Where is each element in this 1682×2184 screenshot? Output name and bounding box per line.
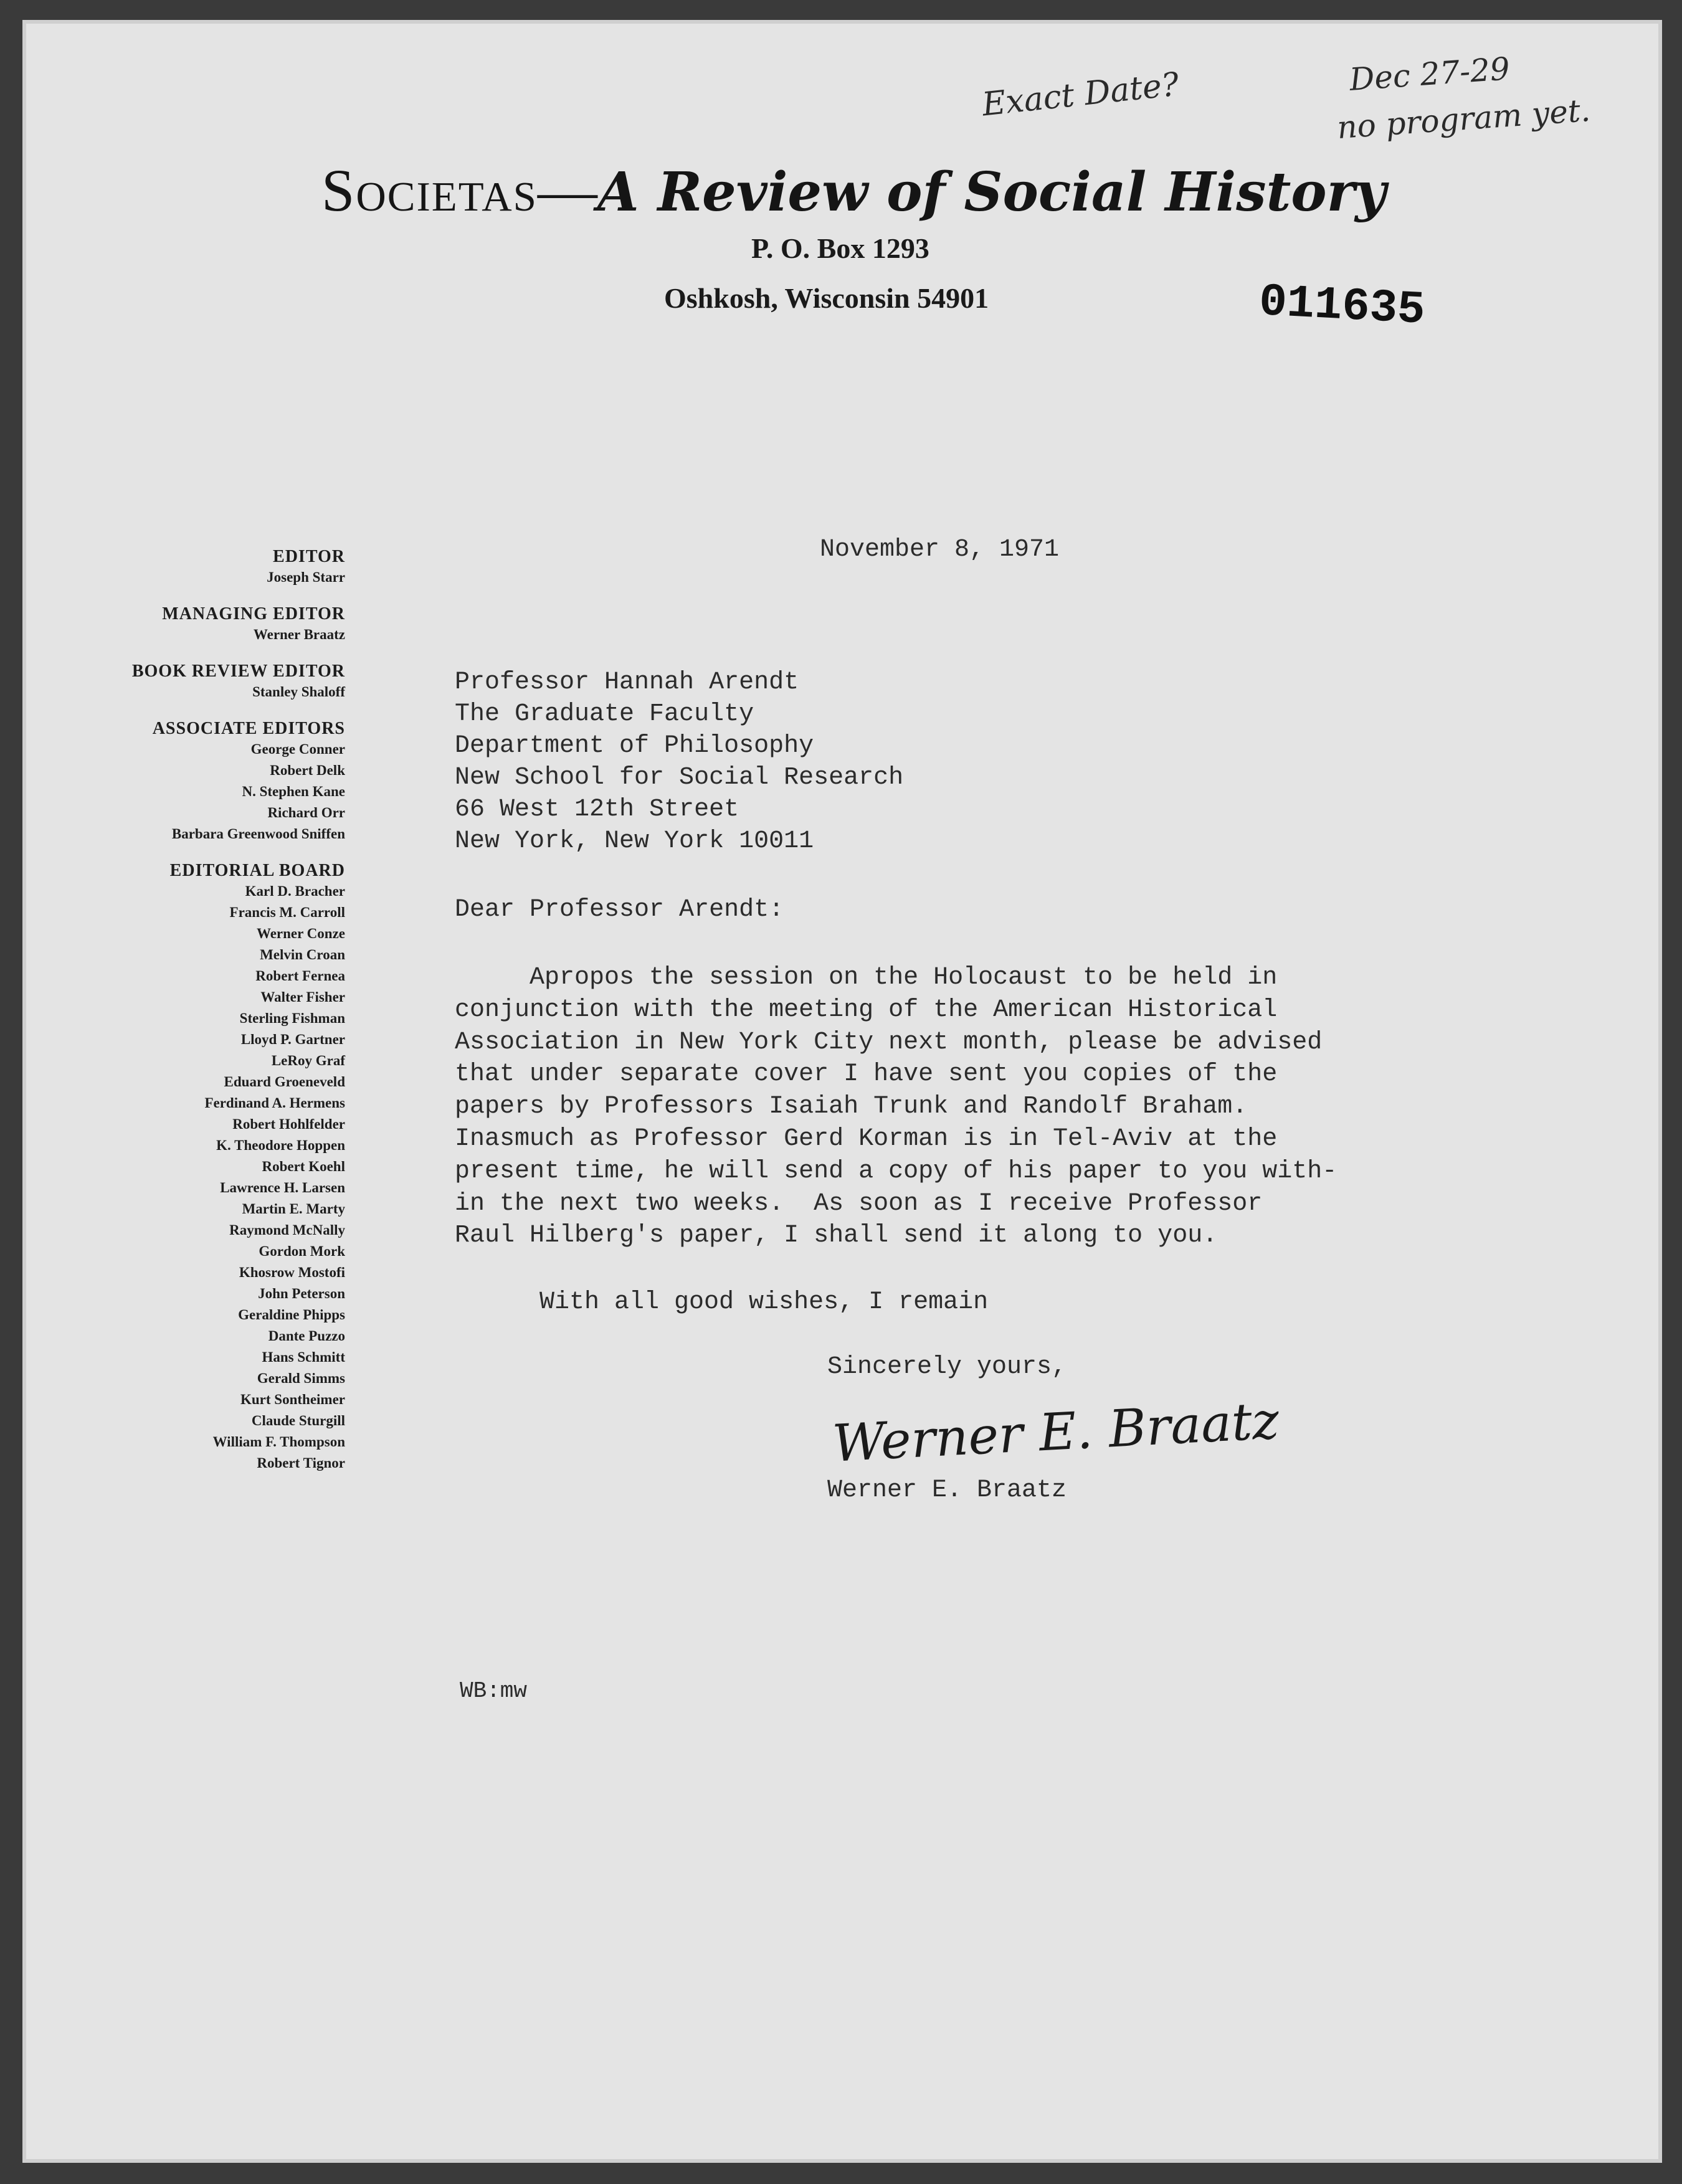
body-line: Inasmuch as Professor Gerd Korman is in Tel-Aviv at the <box>455 1124 1278 1153</box>
masthead-name: Eduard Groeneveld <box>224 1074 345 1090</box>
masthead-name: Dante Puzzo <box>268 1328 345 1344</box>
valediction: Sincerely yours, <box>827 1353 1067 1381</box>
letter-page <box>22 20 1662 2163</box>
handwritten-note-exact-date: Exact Date? <box>980 65 1181 124</box>
masthead-name: Geraldine Phipps <box>238 1307 345 1322</box>
signer-typed-name: Werner E. Braatz <box>827 1476 1067 1504</box>
masthead-heading: ASSOCIATE EDITORS <box>152 719 345 738</box>
masthead-name: Barbara Greenwood Sniffen <box>171 826 345 842</box>
masthead-name: Lloyd P. Gartner <box>240 1032 345 1047</box>
body-line: in the next two weeks. As soon as I receive Professor <box>455 1189 1263 1218</box>
masthead-name: Werner Conze <box>256 926 345 941</box>
archive-stamp-number: 011635 <box>1257 276 1427 337</box>
recipient-line: Professor Hannah Arendt <box>455 668 799 696</box>
recipient-line: New School for Social Research <box>455 764 904 792</box>
recipient-address-block <box>455 667 903 857</box>
recipient-line: 66 West 12th Street <box>455 795 739 824</box>
salutation: Dear Professor Arendt: <box>455 896 784 924</box>
masthead-name: Robert Fernea <box>255 968 345 984</box>
masthead-name: Werner Braatz <box>253 627 345 642</box>
masthead-name: Robert Koehl <box>262 1159 345 1174</box>
letterhead-title-italic: A Review of Social History <box>597 161 1386 224</box>
masthead-name: Francis M. Carroll <box>229 904 345 920</box>
masthead-heading: BOOK REVIEW EDITOR <box>131 662 345 681</box>
masthead-heading: EDITORIAL BOARD <box>169 861 345 880</box>
masthead-name: Raymond McNally <box>229 1222 345 1238</box>
masthead-heading: MANAGING EDITOR <box>162 604 345 624</box>
masthead-name: Khosrow Mostofi <box>239 1265 345 1280</box>
closing-line: With all good wishes, I remain <box>539 1288 989 1316</box>
handwritten-note-dec-line2: no program yet. <box>1336 92 1592 146</box>
masthead-heading: EDITOR <box>273 547 345 566</box>
letter-body <box>455 962 1337 1252</box>
masthead-name: Hans Schmitt <box>262 1349 345 1365</box>
masthead-name: Claude Sturgill <box>251 1413 345 1428</box>
masthead-name: Richard Orr <box>267 805 345 820</box>
masthead-name: Karl D. Bracher <box>245 883 345 899</box>
masthead-name: Martin E. Marty <box>242 1201 345 1217</box>
body-line: papers by Professors Isaiah Trunk and Randolf Braham. <box>455 1093 1248 1121</box>
recipient-line: New York, New York 10011 <box>455 827 814 855</box>
body-line: Apropos the session on the Holocaust to be held in <box>455 964 1278 992</box>
masthead-name: N. Stephen Kane <box>242 784 345 799</box>
letterhead-title-prefix: Societas <box>321 157 538 224</box>
handwritten-signature: Werner E. Braatz <box>831 1391 1281 1474</box>
masthead-name: K. Theodore Hoppen <box>216 1137 345 1153</box>
body-line: Association in New York City next month, please be advised <box>455 1028 1323 1056</box>
masthead-name: Stanley Shaloff <box>252 684 345 700</box>
masthead-name: Melvin Croan <box>260 947 345 962</box>
masthead-name: William F. Thompson <box>212 1434 345 1450</box>
recipient-line: The Graduate Faculty <box>455 700 754 728</box>
masthead-name: Robert Tignor <box>257 1455 345 1471</box>
masthead-name: Kurt Sontheimer <box>240 1392 345 1407</box>
letter-date: November 8, 1971 <box>820 536 1060 564</box>
letterhead-po-box: P. O. Box 1293 <box>751 232 929 264</box>
letterhead-title <box>321 156 1430 225</box>
body-line: present time, he will send a copy of his paper to you with- <box>455 1157 1338 1185</box>
masthead-name: Gordon Mork <box>259 1243 345 1259</box>
body-line: conjunction with the meeting of the American Historical <box>455 995 1278 1024</box>
body-line: Raul Hilberg's paper, I shall send it along to you. <box>455 1222 1218 1250</box>
handwritten-note-dec-line1: Dec 27-29 <box>1348 50 1511 98</box>
masthead-name: Lawrence H. Larsen <box>220 1180 345 1195</box>
masthead-name: Ferdinand A. Hermens <box>204 1095 345 1111</box>
typist-initials: WB:mw <box>460 1678 528 1704</box>
masthead-name: LeRoy Graf <box>271 1053 345 1068</box>
masthead-name: Gerald Simms <box>257 1370 345 1386</box>
masthead-name: George Conner <box>250 741 345 757</box>
editorial-masthead <box>85 547 345 1474</box>
masthead-name: Robert Delk <box>270 762 345 778</box>
masthead-name: John Peterson <box>258 1286 345 1301</box>
masthead-name: Sterling Fishman <box>239 1010 345 1026</box>
body-line: that under separate cover I have sent you copies of the <box>455 1060 1278 1089</box>
letterhead-title-dash: — <box>537 157 597 224</box>
recipient-line: Department of Philosophy <box>455 732 814 760</box>
masthead-name: Walter Fisher <box>260 989 345 1005</box>
masthead-name: Robert Hohlfelder <box>232 1116 345 1132</box>
letterhead-city: Oshkosh, Wisconsin 54901 <box>664 282 989 314</box>
masthead-name: Joseph Starr <box>267 569 345 585</box>
